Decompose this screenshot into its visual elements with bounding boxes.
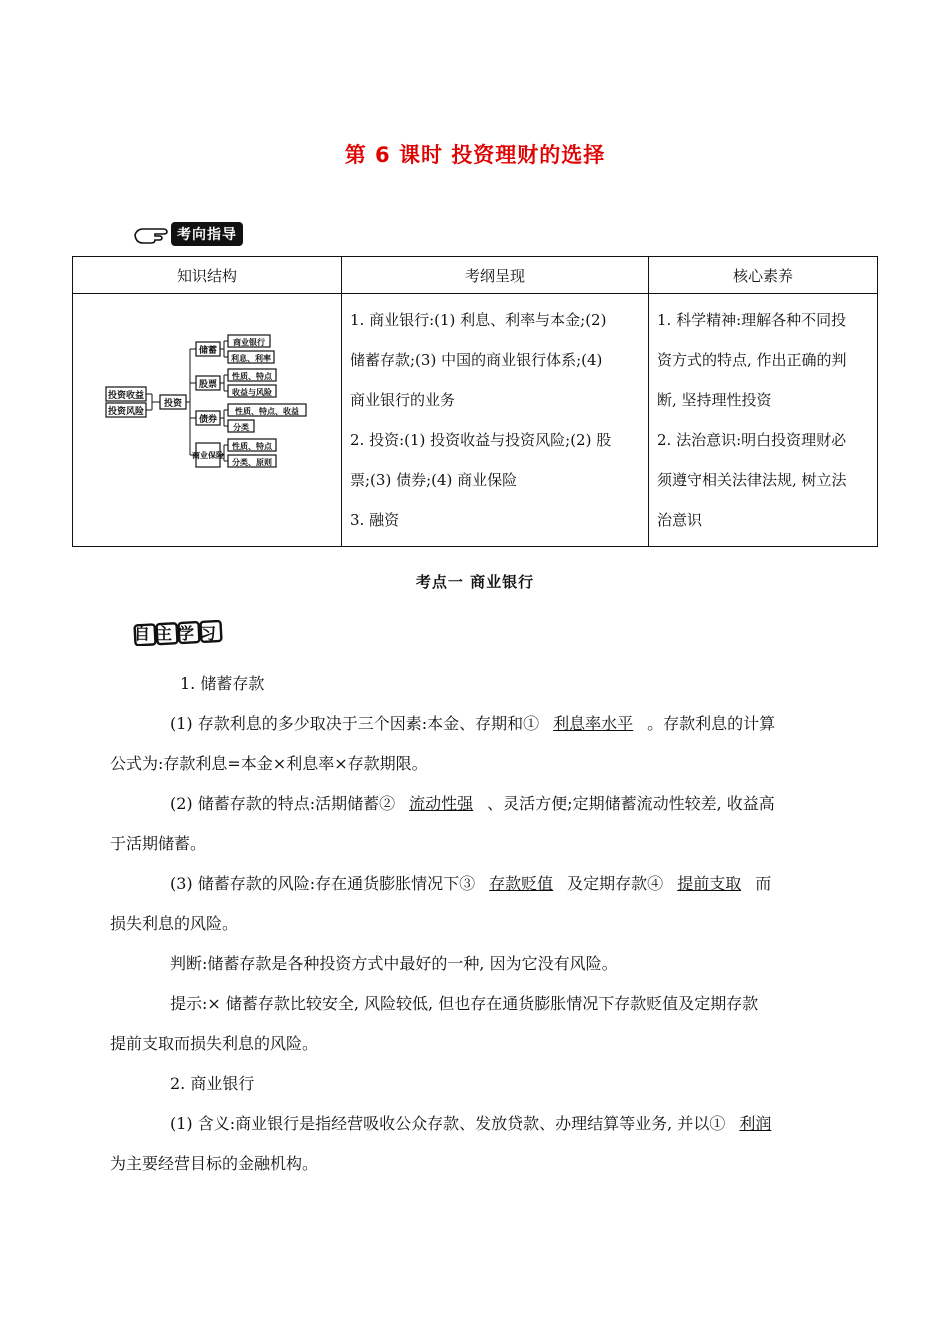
- syllabus-line: 票;(3) 债券;(4) 商业保险: [350, 471, 518, 489]
- overview-table: [72, 256, 878, 547]
- literacy-line: 须遵守相关法律法规, 树立法: [657, 471, 847, 489]
- answer-blank: 流动性强: [409, 794, 474, 813]
- paragraph-cont: 为主要经营目标的金融机构。: [110, 1154, 319, 1173]
- heading-savings: 1. 储蓄存款: [180, 674, 265, 693]
- header-knowledge: 知识结构: [73, 257, 342, 294]
- mindmap-leaf: 分类、原则: [232, 458, 272, 467]
- paragraph-cont: 于活期储蓄。: [110, 834, 207, 853]
- paragraph: [110, 704, 814, 744]
- syllabus-line: 1. 商业银行:(1) 利息、利率与本金;(2): [350, 311, 607, 329]
- judgement-line: 判断:储蓄存款是各种投资方式中最好的一种, 因为它没有风险。: [170, 954, 618, 973]
- hint-line-cont: 提前支取而损失利息的风险。: [110, 1034, 319, 1053]
- literacy-line: 2. 法治意识:明白投资理财必: [657, 431, 847, 449]
- mindmap-branch-4: 商业保险: [192, 451, 224, 460]
- header-literacy: 核心素养: [649, 257, 878, 294]
- mindmap-leaf: 性质、特点: [232, 372, 272, 381]
- paragraph-cont: 公式为:存款利息=本金×利息率×存款期限。: [110, 754, 428, 773]
- text: 。存款利息的计算: [647, 714, 776, 733]
- answer-blank: 提前支取: [677, 874, 742, 893]
- mindmap-branch-1: 储蓄: [198, 346, 218, 356]
- text: (2) 储蓄存款的特点:活期储蓄②: [170, 794, 396, 813]
- text: (1) 含义:商业银行是指经营吸收公众存款、发放贷款、办理结算等业务, 并以①: [170, 1114, 726, 1133]
- mindmap-leaf: 性质、特点、收益: [235, 407, 299, 416]
- guide-badge-label: 考向指导: [171, 222, 243, 246]
- literacy-line: 1. 科学精神:理解各种不同投: [657, 311, 847, 329]
- syllabus-cell: [342, 294, 649, 547]
- mindmap-leaf: 性质、特点: [232, 442, 272, 451]
- mindmap-center: 投资: [163, 399, 183, 409]
- literacy-line: 治意识: [657, 511, 703, 529]
- text: (3) 储蓄存款的风险:存在通货膨胀情况下③: [170, 874, 476, 893]
- text: 及定期存款④: [567, 874, 664, 893]
- mindmap-leaf: 利息、利率: [231, 354, 271, 363]
- header-syllabus: 考纲呈现: [342, 257, 649, 294]
- text: 、灵活方便;定期储蓄流动性较差, 收益高: [487, 794, 775, 813]
- answer-blank: 存款贬值: [489, 874, 554, 893]
- syllabus-line: 3. 融资: [350, 511, 400, 529]
- knowledge-structure-cell: [73, 294, 342, 547]
- knowledge-mindmap: [74, 295, 340, 533]
- paragraph: [110, 864, 814, 904]
- syllabus-line: 储蓄存款;(3) 中国的商业银行体系;(4): [350, 351, 603, 369]
- paragraph: [110, 1104, 814, 1144]
- content-body: [110, 664, 814, 1184]
- answer-blank: 利息率水平: [553, 714, 634, 733]
- answer-blank: 利润: [739, 1114, 772, 1133]
- pointing-hand-icon: [133, 223, 173, 245]
- mindmap-root-2: 投资风险: [107, 407, 145, 417]
- text: (1) 存款利息的多少取决于三个因素:本金、存期和①: [170, 714, 540, 733]
- mindmap-leaf: 商业银行: [233, 338, 265, 347]
- literacy-cell: [649, 294, 878, 547]
- mindmap-branch-2: 股票: [198, 380, 218, 390]
- text: 而: [755, 874, 772, 893]
- literacy-line: 资方式的特点, 作出正确的判: [657, 351, 847, 369]
- self-study-badge: [133, 620, 229, 646]
- syllabus-line: 商业银行的业务: [350, 391, 456, 409]
- guide-badge: [133, 221, 243, 247]
- mindmap-branch-3: 债券: [198, 415, 218, 425]
- mindmap-leaf: 分类: [233, 423, 249, 432]
- mindmap-root-1: 投资收益: [107, 391, 145, 401]
- mindmap-leaf: 收益与风险: [232, 388, 272, 397]
- literacy-line: 断, 坚持理性投资: [657, 391, 772, 409]
- paragraph-cont: 损失利息的风险。: [110, 914, 239, 933]
- paragraph: [110, 784, 814, 824]
- syllabus-line: 2. 投资:(1) 投资收益与投资风险;(2) 股: [350, 431, 612, 449]
- hint-line: 提示:× 储蓄存款比较安全, 风险较低, 但也存在通货膨胀情况下存款贬值及定期存款: [170, 994, 759, 1013]
- self-study-label: 自主学习: [133, 624, 223, 643]
- section-title: 考点一 商业银行: [415, 573, 535, 591]
- heading-commercial-bank: 2. 商业银行: [170, 1074, 255, 1093]
- page-title: 第 6 课时 投资理财的选择: [344, 143, 606, 167]
